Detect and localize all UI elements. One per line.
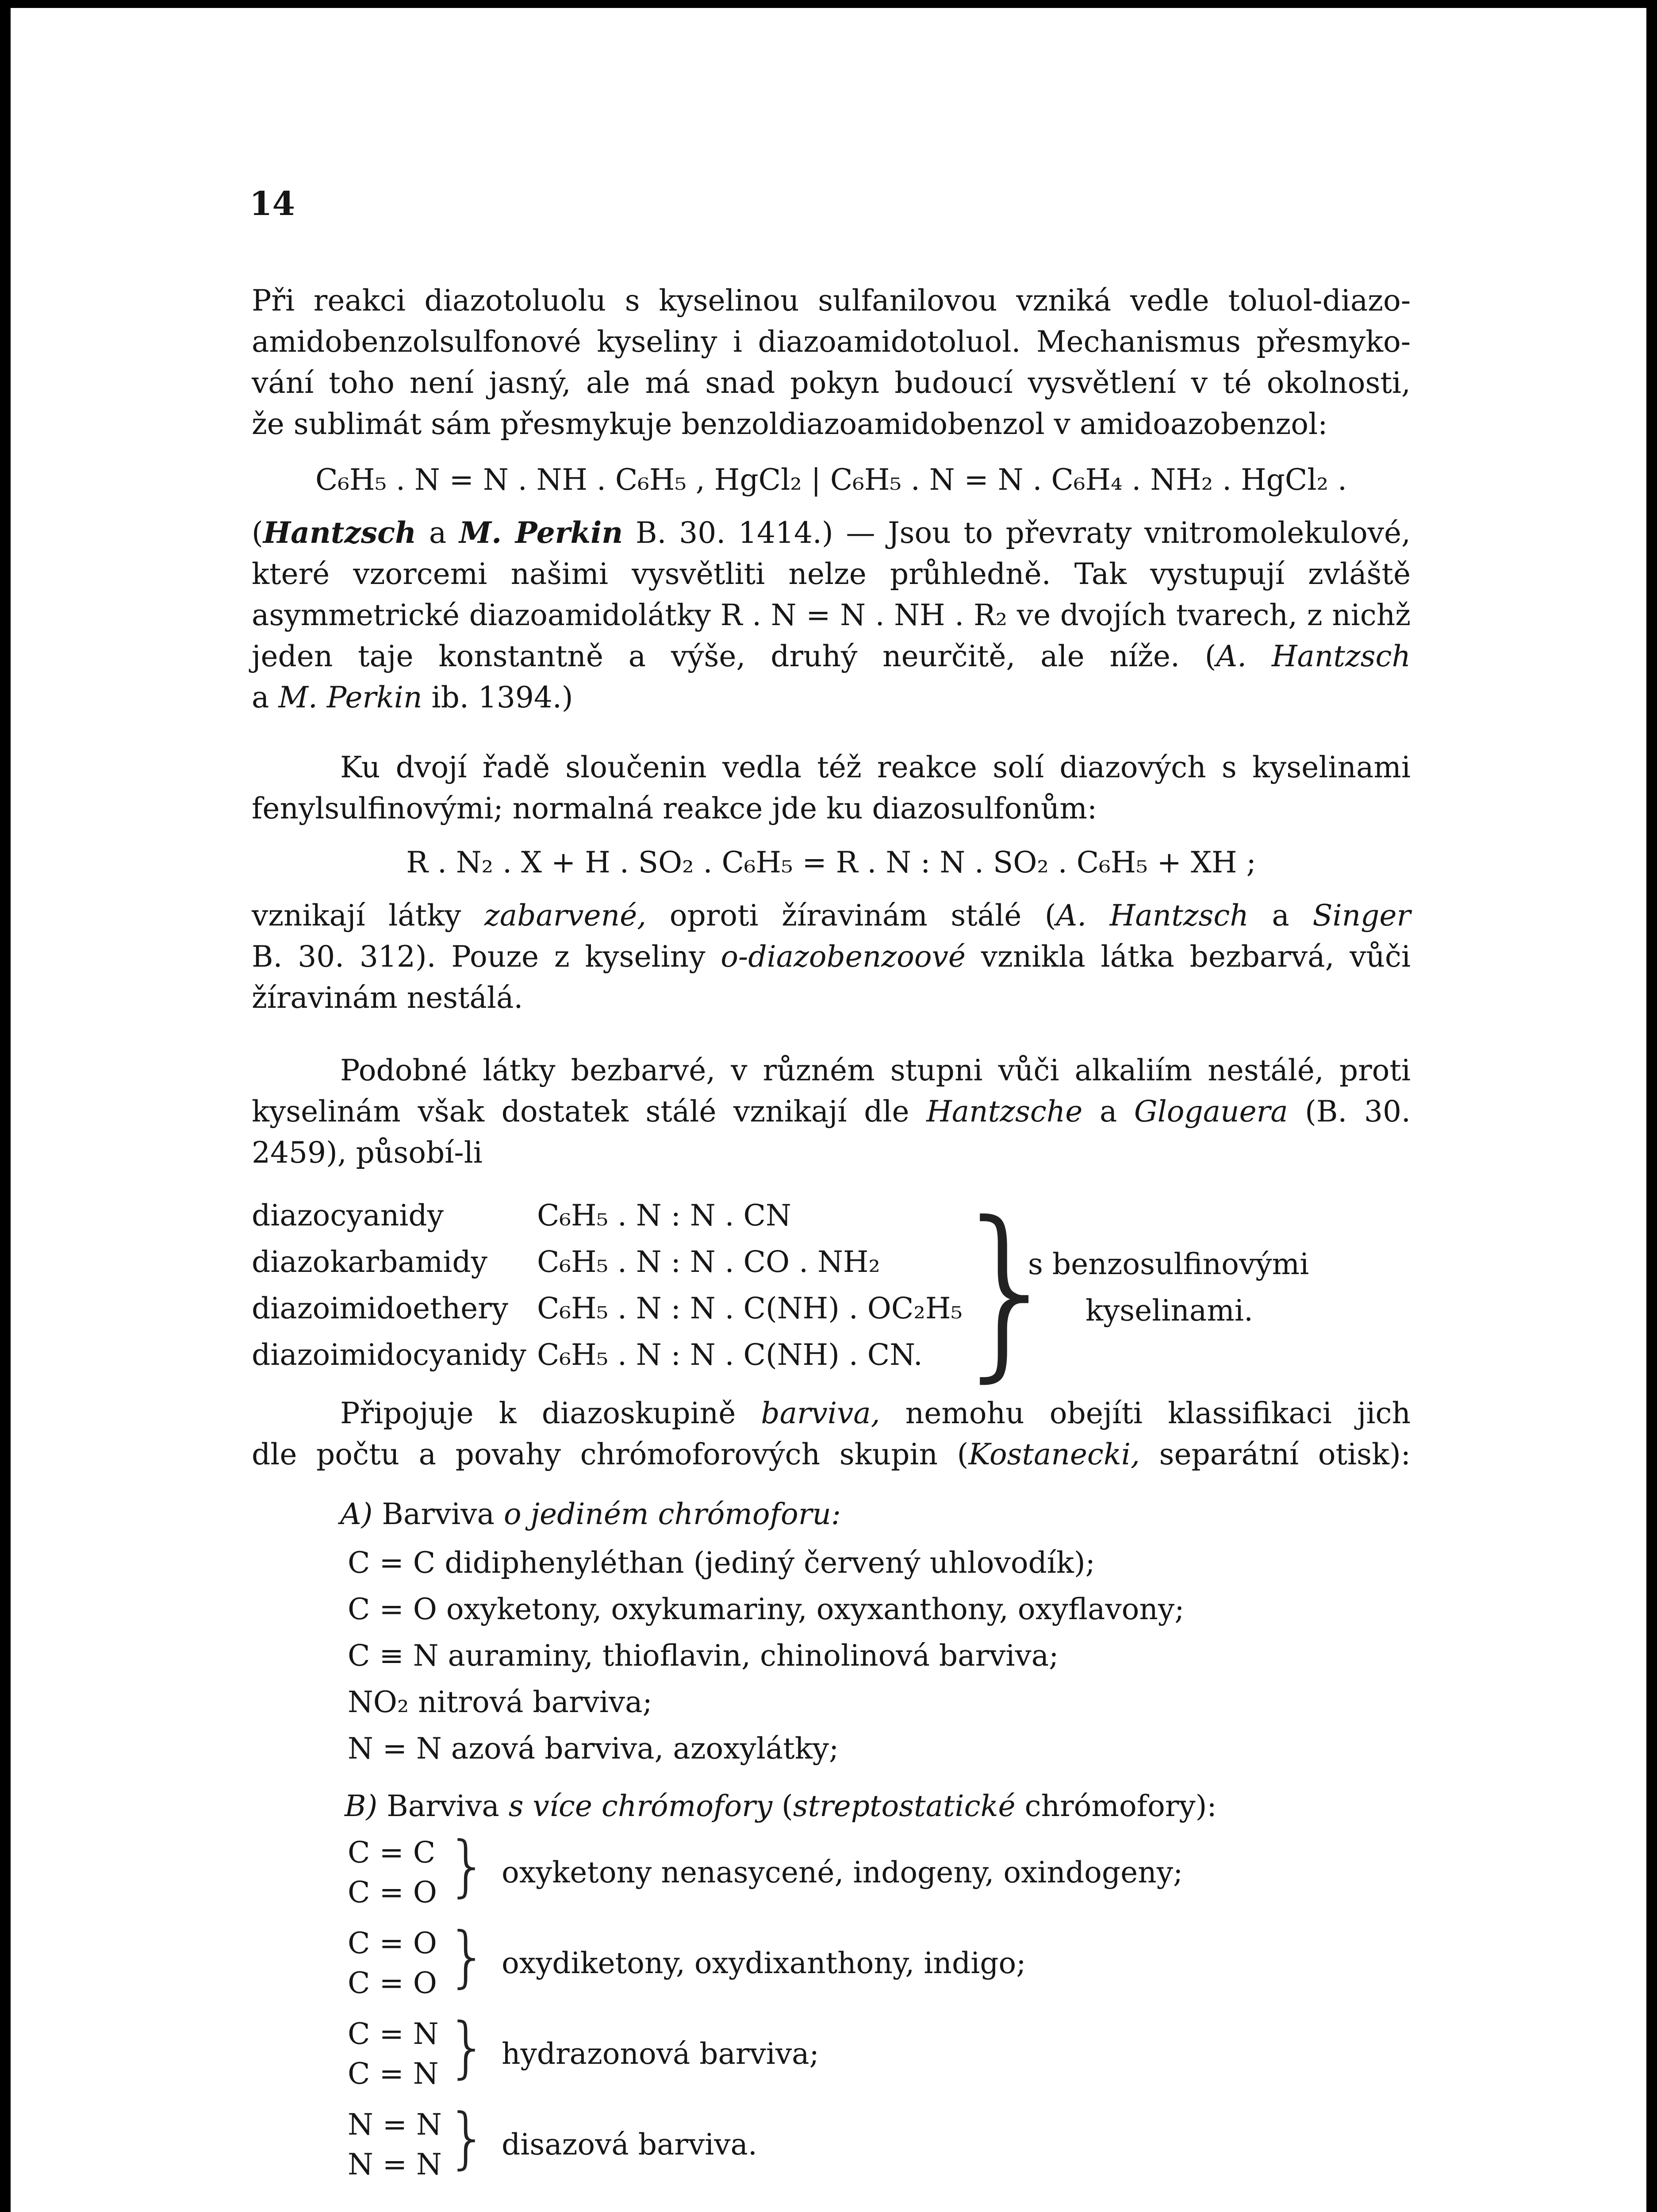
section-b-post: chrómofory):	[1024, 1789, 1217, 1823]
section-b-italic1: s více chrómofory	[508, 1789, 772, 1823]
para3-line1: Ku dvojí řadě sloučenin vedla též reakce solí diazových s kyselinami	[340, 750, 1411, 784]
section-a-item-2: C = O oxyketony, oxykumariny, oxyxanthony, oxyflavony;	[348, 1592, 1185, 1626]
section-a-item-5: N = N azová barviva, azoxylátky;	[348, 1732, 839, 1766]
section-b-g4-brace: }	[446, 2100, 489, 2177]
and-word-2: a	[252, 680, 269, 714]
para2-line4-text: jeden taje konstantně a výše, druhý neurčitě, ale níže. (	[252, 639, 1216, 673]
table1-name-3: diazoimidoethery	[252, 1291, 508, 1325]
page-number: 14	[249, 185, 295, 223]
ref-b30-1414: B. 30. 1414.)	[636, 516, 833, 550]
section-a-label: A)	[340, 1497, 373, 1531]
table1-formula-4: C₆H₅ . N : N . C(NH) . CN.	[537, 1338, 923, 1372]
para1-line4: že sublimát sám přesmykuje benzoldiazoamidobenzol v amidoazobenzol:	[252, 407, 1328, 441]
section-b-italic2: streptostatické	[793, 1789, 1016, 1823]
section-b-g3-brace: }	[446, 2009, 489, 2086]
para6-line2	[252, 1434, 1411, 1475]
section-b-g4-desc: disazová barviva.	[502, 2128, 757, 2162]
italic-zabarvene: zabarvené,	[484, 899, 647, 933]
equation-2: R . N₂ . X + H . SO₂ . C₆H₅ = R . N : N . SO₂ . C₆H₅ + XH ;	[406, 845, 1256, 879]
para1-line3: vání toho není jasný, ale má snad pokyn budoucí vysvětlení v té okolnosti,	[252, 366, 1411, 400]
document-page	[11, 8, 1646, 2212]
para2-line4	[252, 636, 1411, 677]
section-b-g2-f1: C = O	[348, 1926, 437, 1960]
table1-name-1: diazocyanidy	[252, 1198, 444, 1233]
para1-line2: amidobenzolsulfonové kyseliny i diazoamidotoluol. Mechanismus přesmyko-	[252, 325, 1411, 359]
section-b-g1-desc: oxyketony nenasycené, indogeny, oxindogeny;	[502, 1855, 1183, 1889]
section-b-g3-f1: C = N	[348, 2017, 439, 2051]
section-b-g2-desc: oxydiketony, oxydixanthony, indigo;	[502, 1946, 1026, 1980]
table1-note-line1: s benzosulfinovými	[1028, 1247, 1309, 1281]
section-a-item-3: C ≡ N auraminy, thioflavin, chinolinová barviva;	[348, 1639, 1059, 1673]
section-b-heading: B) Barviva s více chrómofory (streptostatické chrómofory):	[345, 1789, 1217, 1823]
para6-post: nemohu obejíti klassifikaci jich	[905, 1396, 1411, 1430]
section-b-g3-desc: hydrazonová barviva;	[502, 2037, 819, 2071]
table1-note-line2: kyselinami.	[1085, 1294, 1253, 1328]
table1-formula-3: C₆H₅ . N : N . C(NH) . OC₂H₅	[537, 1291, 963, 1325]
cite-a-hantzsch-2: A. Hantzsch	[1056, 899, 1249, 933]
cite-hantzsch: Hantzsch	[263, 515, 417, 550]
cite-kostanecki: Kostanecki,	[968, 1437, 1140, 1471]
and-word-4: a	[1099, 1094, 1117, 1129]
cite-hantzsche: Hantzsche	[926, 1094, 1083, 1129]
section-b-g2-brace: }	[446, 1918, 489, 1995]
section-b-g4-f2: N = N	[348, 2147, 442, 2181]
para5-pre: kyselinám však dostatek stálé vznikají dle	[252, 1094, 909, 1129]
equation-1: C₆H₅ . N = N . NH . C₆H₅ , HgCl₂ | C₆H₅ . N = N . C₆H₄ . NH₂ . HgCl₂ .	[315, 463, 1347, 497]
para6-line2-post: separátní otisk):	[1159, 1437, 1411, 1471]
section-a-italic: o jediném chrómoforu:	[503, 1497, 841, 1531]
cite-perkin: M. Perkin	[459, 515, 623, 550]
section-b-g1-f2: C = O	[348, 1875, 437, 1909]
para4-mid: oproti žíravinám stálé (	[669, 899, 1056, 933]
section-b-g4-f1: N = N	[348, 2108, 442, 2142]
table1-brace: }	[948, 1183, 1067, 1399]
section-b-g3-f2: C = N	[348, 2057, 439, 2091]
para2-line5	[252, 677, 1411, 718]
para4-line2	[252, 936, 1411, 977]
para4-pre: vznikají látky	[252, 899, 461, 933]
para4-line3: žíravinám nestálá.	[252, 981, 523, 1015]
para6-line2-pre: dle počtu a povahy chrómoforových skupin (	[252, 1437, 969, 1471]
cite-glogauera: Glogauera	[1134, 1094, 1288, 1129]
para2-line1: (Hantzsch a M. Perkin B. 30. 1414.) — Jsou to převraty vnitromolekulové,	[252, 515, 1411, 550]
and-word-3: a	[1272, 899, 1289, 933]
para4-ref: B. 30. 312). Pouze z kyseliny	[252, 940, 706, 974]
para3-line2: fenylsulfinovými; normalná reakce jde ku diazosulfonům:	[252, 791, 1097, 826]
section-a-item-1: C = C didiphenyléthan (jediný červený uhlovodík);	[348, 1546, 1095, 1580]
section-b-g1-brace: }	[446, 1828, 489, 1905]
section-a-item-4: NO₂ nitrová barviva;	[348, 1685, 652, 1719]
table1-formula-1: C₆H₅ . N : N . CN	[537, 1198, 791, 1233]
para6-pre: Připojuje k diazoskupině	[340, 1396, 736, 1430]
para2-line2: které vzorcemi našimi vysvětliti nelze průhledně. Tak vystupují zvláště	[252, 557, 1411, 591]
para4-post: vznikla látka bezbarvá, vůči	[981, 940, 1411, 974]
para5-ref: (B. 30.	[1305, 1094, 1411, 1129]
and-word: a	[429, 516, 447, 550]
italic-barviva: barviva,	[761, 1396, 880, 1430]
cite-a-hantzsch: A. Hantzsch	[1216, 639, 1411, 673]
section-b-pre: Barviva	[387, 1789, 499, 1823]
cite-m-perkin: M. Perkin	[278, 680, 422, 714]
para6-line1	[252, 1393, 1411, 1434]
section-b-g1-f1: C = C	[348, 1836, 436, 1870]
para5-line3: 2459), působí-li	[252, 1136, 483, 1170]
para2-line3: asymmetrické diazoamidolátky R . N = N . NH . R₂ ve dvojích tvarech, z nichž	[252, 598, 1411, 632]
section-b-label: B)	[345, 1789, 378, 1823]
para2-line1-rest: — Jsou to převraty vnitromolekulové,	[846, 516, 1411, 550]
ref-ib-1394: ib. 1394.)	[431, 680, 573, 714]
table1-name-4: diazoimidocyanidy	[252, 1338, 526, 1372]
section-a-heading	[340, 1492, 841, 1536]
para1-line1: Při reakci diazotoluolu s kyselinou sulfanilovou vzniká vedle toluol-diazo-	[252, 284, 1411, 318]
cite-singer: Singer	[1312, 899, 1411, 933]
table1-formula-2: C₆H₅ . N : N . CO . NH₂	[537, 1245, 880, 1279]
section-a-pre: Barviva	[382, 1497, 495, 1531]
para5-line1: Podobné látky bezbarvé, v různém stupni vůči alkaliím nestálé, proti	[340, 1053, 1411, 1087]
para4-line1	[252, 895, 1411, 936]
table1-name-2: diazokarbamidy	[252, 1245, 487, 1279]
para5-line2	[252, 1091, 1411, 1132]
section-b-g2-f2: C = O	[348, 1966, 437, 2000]
italic-o-diazobenzoove: o-diazobenzoové	[721, 940, 966, 974]
